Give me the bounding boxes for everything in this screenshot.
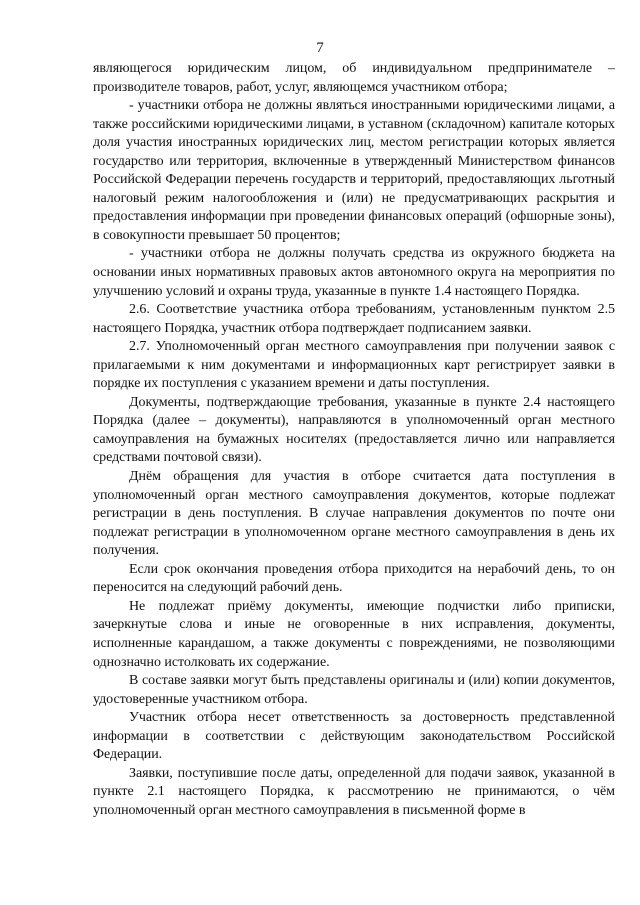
paragraph-10: В составе заявки могут быть представлены оригиналы и (или) копии документов, удостоверенные участником отбора. [93, 673, 615, 707]
document-body [93, 60, 615, 820]
paragraph-5: 2.7. Уполномоченный орган местного самоуправления при получении заявок с прилагаемыми к ним документами и информационных карт регистрирует заявки в порядке их поступления с указанием времени и даты поступления. [93, 339, 615, 392]
paragraph-6: Документы, подтверждающие требования, указанные в пункте 2.4 настоящего Порядка (далее – документы), направляются в уполномоченный орган местного самоуправления на бумажных носителях (предоставляется лично или направляется средствами почтовой связи). [93, 394, 615, 466]
paragraph-1: являющегося юридическим лицом, об индивидуальном предпринимателе – производителе товаров, работ, услуг, являющемся участником отбора; [93, 61, 615, 95]
paragraph-8: Если срок окончания проведения отбора приходится на нерабочий день, то он переносится на следующий рабочий день. [93, 561, 615, 596]
paragraph-12: Заявки, поступившие после даты, определенной для подачи заявок, указанной в пункте 2.1 настоящего Порядка, к рассмотрению не принимаются, о чём уполномоченный орган местного самоуправления в письменной форме в [93, 765, 615, 818]
paragraph-4: 2.6. Соответствие участника отбора требованиям, установленным пунктом 2.5 настоящего Порядка, участник отбора подтверждает подписанием заявки. [93, 302, 615, 336]
paragraph-9: Не подлежат приёму документы, имеющие подчистки либо приписки, зачеркнутые слова и иные не оговоренные в них исправления, документы, исполненные карандашом, а также документы с повреждениями, не позволяющими однозначно истолковать их содержание. [93, 598, 615, 670]
paragraph-2: - участники отбора не должны являться иностранными юридическими лицами, а также российскими юридическими лицами, в уставном (складочном) капитале которых доля участия иностранных юридических лиц, местом регистрации которых является государство или территория, включенные в утвержденный Министерством финансов Российской Федерации перечень государств и территорий, предоставляющих льготный налоговый режим налогообложения и (или) не предусматривающих раскрытия и предоставления информации при проведении финансовых операций (офшорные зоны), в совокупности превышает 50 процентов; [93, 98, 615, 243]
page-number: 7 [316, 40, 324, 56]
paragraph-11: Участник отбора несет ответственность за достоверность представленной информации в соответствии с действующим законодательством Российской Федерации. [93, 710, 615, 763]
paragraph-3: - участники отбора не должны получать средства из окружного бюджета на основании иных нормативных правовых актов автономного округа на мероприятия по улучшению условий и охраны труда, указанные в пункте 1.4 настоящего Порядка. [93, 246, 615, 299]
paragraph-7: Днём обращения для участия в отборе считается дата поступления в уполномоченный орган местного самоуправления документов, которые подлежат регистрации в день поступления. В случае направления документов по почте они подлежат регистрации в уполномоченном органе местного самоуправления в день их получения. [93, 469, 615, 559]
